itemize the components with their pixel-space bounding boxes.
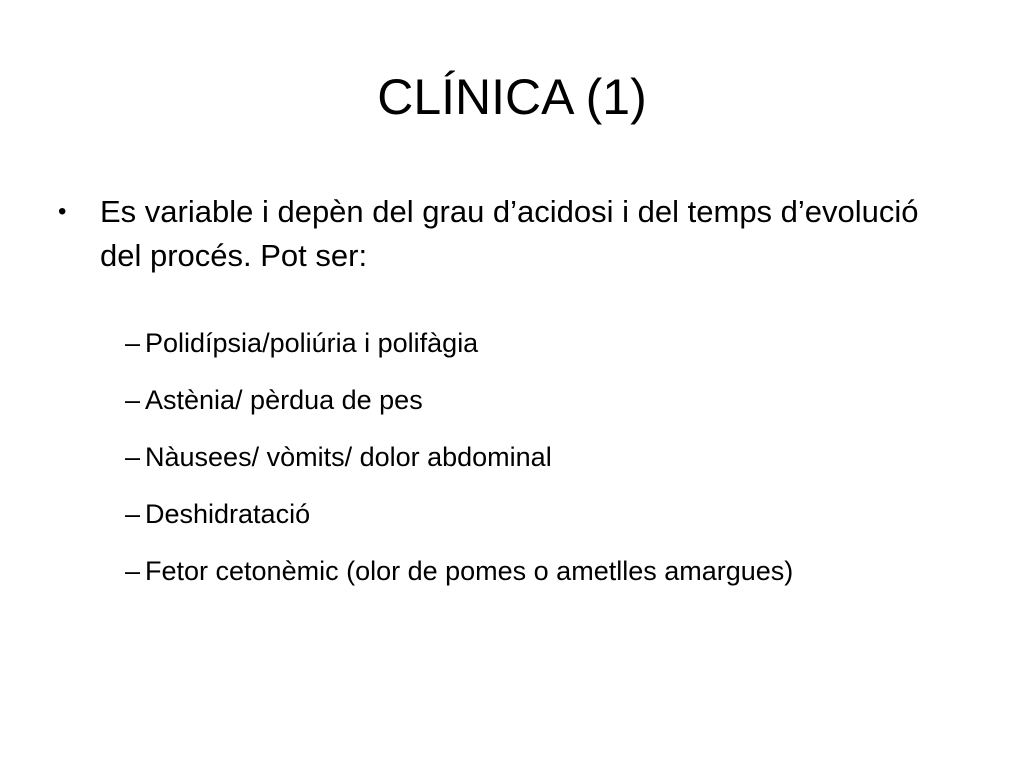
sub-bullet-text: Nàusees/ vòmits/ dolor abdominal — [145, 442, 552, 472]
sub-bullet-item — [125, 381, 958, 419]
sub-bullet-item — [125, 495, 958, 533]
slide-title: CLÍNICA (1) — [377, 69, 647, 125]
sub-bullet-item — [125, 552, 958, 590]
sub-bullet-text: Polidípsia/poliúria i polifàgia — [145, 328, 479, 358]
sub-bullet-text: Deshidratació — [145, 499, 311, 529]
slide-body — [58, 190, 958, 609]
sub-bullet-item — [125, 438, 958, 476]
dash-icon: – — [125, 556, 141, 586]
dash-icon: – — [125, 442, 141, 472]
sub-bullet-list — [58, 324, 958, 590]
sub-bullet-text: Astènia/ pèrdua de pes — [145, 385, 423, 415]
bullet-item — [58, 190, 958, 278]
bullet-text: Es variable i depèn del grau d’acidosi i del temps d’evolució del procés. Pot ser: — [100, 194, 919, 273]
sub-bullet-text: Fetor cetonèmic (olor de pomes o ametlles amargues) — [145, 556, 794, 586]
bullet-dot-icon: • — [58, 198, 67, 225]
sub-bullet-item — [125, 324, 958, 362]
dash-icon: – — [125, 499, 141, 529]
dash-icon: – — [125, 328, 141, 358]
dash-icon: – — [125, 385, 141, 415]
